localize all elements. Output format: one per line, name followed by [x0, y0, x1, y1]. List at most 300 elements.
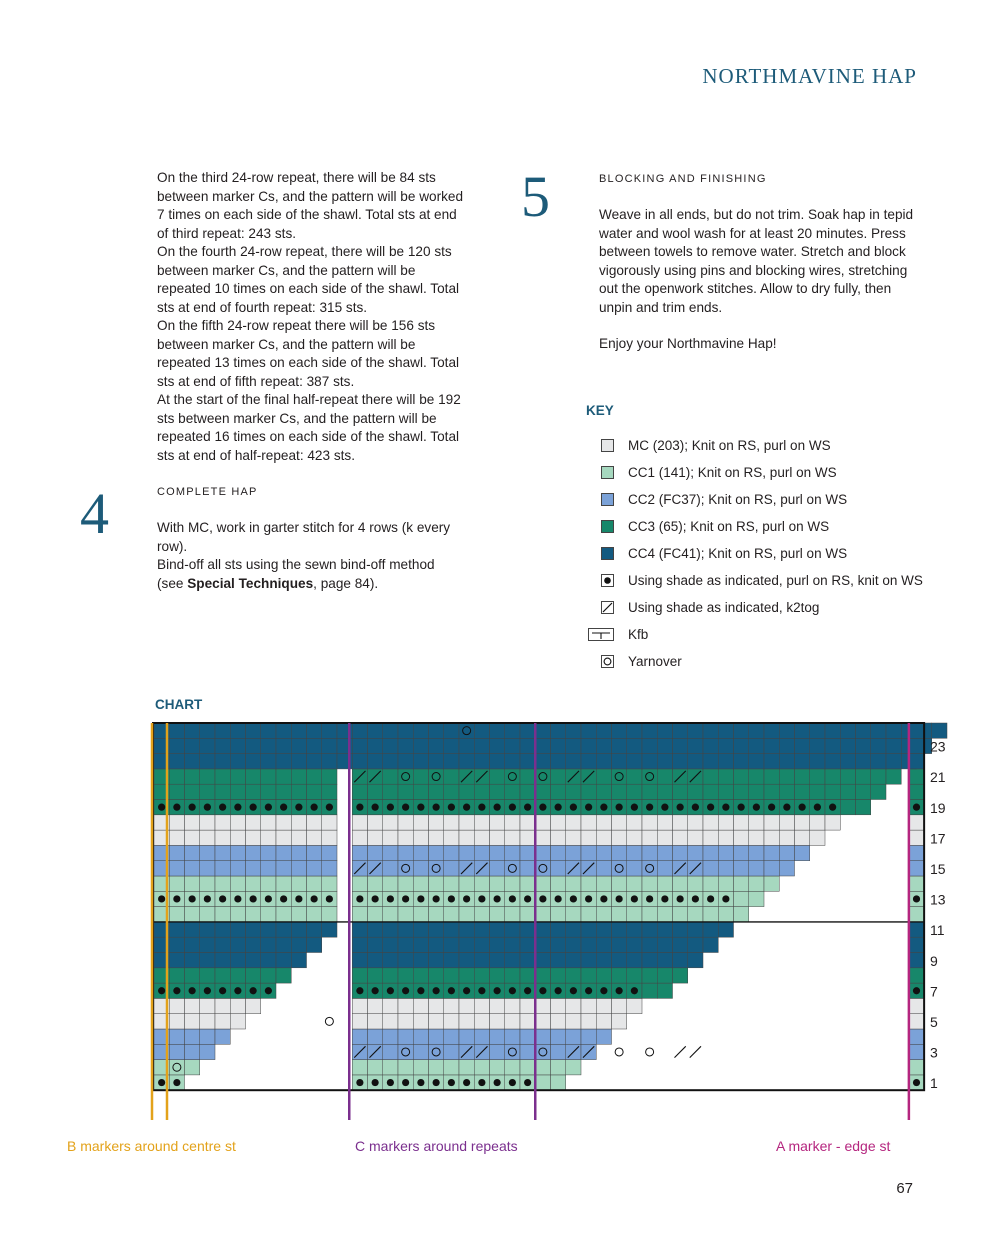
chart-cell — [551, 1044, 566, 1059]
chart-cell — [688, 907, 703, 922]
chart-cell — [581, 784, 596, 799]
step-5-paragraph: Enjoy your Northmavine Hap! — [599, 336, 777, 351]
edge-cell — [909, 1060, 924, 1075]
chart-cell — [413, 876, 428, 891]
chart-cell — [810, 738, 825, 753]
chart-cell — [230, 830, 245, 845]
chart-cell — [276, 937, 291, 952]
chart-cell — [795, 815, 810, 830]
chart-cell — [474, 1060, 489, 1075]
chart-cell — [856, 738, 871, 753]
chart-cell — [840, 723, 855, 738]
chart-cell — [551, 723, 566, 738]
purl-dot — [326, 804, 333, 811]
chart-cell — [474, 845, 489, 860]
purl-dot — [311, 804, 318, 811]
chart-cell — [551, 953, 566, 968]
edge-cell — [909, 754, 924, 769]
chart-cell — [200, 922, 215, 937]
step-4-line: Bind-off all sts using the sewn bind-off method — [157, 557, 435, 572]
chart-cell — [185, 754, 200, 769]
chart-cell — [657, 738, 672, 753]
chart-cell — [734, 738, 749, 753]
chart-cell — [459, 907, 474, 922]
chart-cell — [505, 876, 520, 891]
chart-cell — [307, 754, 322, 769]
chart-cell — [368, 998, 383, 1013]
chart-cell — [825, 769, 840, 784]
chart-cell — [490, 922, 505, 937]
chart-cell — [215, 998, 230, 1013]
purl-dot — [478, 987, 485, 994]
chart-cell — [490, 738, 505, 753]
chart-cell — [215, 738, 230, 753]
chart-cell — [215, 815, 230, 830]
chart-cell — [825, 784, 840, 799]
k2tog-slash — [690, 1046, 701, 1057]
chart-cell — [352, 876, 367, 891]
chart-cell — [322, 784, 337, 799]
chart-cell — [185, 937, 200, 952]
chart-cell — [276, 907, 291, 922]
chart-cell — [398, 861, 413, 876]
chart-cell — [505, 738, 520, 753]
chart-cell — [642, 876, 657, 891]
edge-cell — [909, 845, 924, 860]
chart-cell — [886, 754, 901, 769]
purl-dot — [600, 804, 607, 811]
chart-cell — [596, 738, 611, 753]
chart-cell — [169, 1060, 184, 1075]
chart-cell — [322, 922, 337, 937]
purl-dot — [463, 895, 470, 902]
chart-cell — [520, 937, 535, 952]
legend-b-markers: B markers around centre st — [67, 1138, 236, 1154]
purl-dot — [204, 895, 211, 902]
paragraph: On the third 24-row repeat, there will be 84 sts between marker Cs, and the pattern will be worked 7 times on each side of the shawl. Total sts at end of third repeat: 243 sts. — [157, 170, 464, 241]
chart-cell — [444, 830, 459, 845]
edge-cell — [909, 907, 924, 922]
chart-cell — [627, 754, 642, 769]
k2tog-slash — [675, 1046, 686, 1057]
chart-cell — [459, 784, 474, 799]
chart-cell — [322, 861, 337, 876]
purl-dot — [524, 1079, 531, 1086]
chart-cell — [596, 830, 611, 845]
chart-cell — [352, 1060, 367, 1075]
purl-dot — [555, 987, 562, 994]
chart-cell — [795, 738, 810, 753]
chart-cell — [230, 953, 245, 968]
chart-cell — [520, 1029, 535, 1044]
chart-cell — [200, 738, 215, 753]
chart-cell — [673, 922, 688, 937]
chart-cell — [688, 953, 703, 968]
chart-cell — [520, 1060, 535, 1075]
purl-dot — [616, 987, 623, 994]
chart-cell — [200, 953, 215, 968]
purl-dot — [463, 804, 470, 811]
chart-cell — [612, 937, 627, 952]
chart-cell — [398, 1029, 413, 1044]
chart-cell — [490, 861, 505, 876]
chart-cell — [368, 723, 383, 738]
chart-cell — [444, 1014, 459, 1029]
chart-cell — [490, 845, 505, 860]
edge-cell — [909, 861, 924, 876]
chart-cell — [779, 845, 794, 860]
chart-cell — [505, 815, 520, 830]
chart-cell — [200, 769, 215, 784]
chart-cell — [673, 907, 688, 922]
chart-cell — [490, 1060, 505, 1075]
chart-cell — [535, 998, 550, 1013]
chart-cell — [215, 1014, 230, 1029]
chart-cell — [261, 723, 276, 738]
chart-cell — [795, 830, 810, 845]
chart-cell — [673, 738, 688, 753]
chart-cell — [932, 723, 947, 738]
chart-cell — [322, 830, 337, 845]
chart-cell — [368, 907, 383, 922]
chart-cell — [490, 784, 505, 799]
purl-dot — [555, 804, 562, 811]
chart-cell — [474, 815, 489, 830]
chart-cell — [398, 815, 413, 830]
chart-cell — [307, 876, 322, 891]
chart-cell — [535, 861, 550, 876]
chart-cell — [551, 1029, 566, 1044]
purl-dot — [494, 895, 501, 902]
chart-cell — [215, 830, 230, 845]
chart-cell — [230, 784, 245, 799]
chart-cell — [185, 1014, 200, 1029]
chart-cell — [505, 998, 520, 1013]
chart-cell — [642, 769, 657, 784]
chart-cell — [474, 968, 489, 983]
purl-dot — [234, 895, 241, 902]
chart-cell — [200, 1029, 215, 1044]
purl-dot — [509, 895, 516, 902]
yarnover-circle — [615, 1048, 623, 1056]
chart-cell — [368, 830, 383, 845]
chart-cell — [169, 922, 184, 937]
chart-cell — [779, 723, 794, 738]
chart-cell — [581, 738, 596, 753]
chart-cell — [657, 723, 672, 738]
chart-cell — [612, 998, 627, 1013]
chart-cell — [413, 907, 428, 922]
chart-cell — [398, 723, 413, 738]
chart-cell — [520, 784, 535, 799]
chart-cell — [749, 876, 764, 891]
chart-cell — [276, 922, 291, 937]
purl-dot — [448, 895, 455, 902]
purl-dot — [311, 895, 318, 902]
chart-cell — [291, 738, 306, 753]
chart-cell — [261, 784, 276, 799]
row-number: 19 — [930, 799, 946, 816]
chart-cell — [566, 1060, 581, 1075]
purl-dot — [158, 895, 165, 902]
row-number: 15 — [930, 861, 946, 877]
chart-cell — [261, 861, 276, 876]
page-header-title: NORTHMAVINE HAP — [702, 64, 917, 88]
chart-cell — [764, 769, 779, 784]
chart-cell — [383, 861, 398, 876]
chart-cell — [734, 723, 749, 738]
chart-cell — [749, 738, 764, 753]
chart-cell — [398, 1044, 413, 1059]
chart-cell — [398, 738, 413, 753]
purl-dot — [387, 804, 394, 811]
chart-cell — [444, 738, 459, 753]
chart-cell — [429, 769, 444, 784]
chart-cell — [169, 1044, 184, 1059]
purl-dot — [539, 895, 546, 902]
chart-cell — [169, 953, 184, 968]
chart-cell — [413, 1014, 428, 1029]
chart-cell — [352, 723, 367, 738]
key-item-label: CC4 (FC41); Knit on RS, purl on WS — [628, 545, 848, 561]
purl-dot — [372, 804, 379, 811]
chart-cell — [657, 784, 672, 799]
chart-cell — [368, 1029, 383, 1044]
chart-cell — [551, 907, 566, 922]
chart-cell — [429, 784, 444, 799]
step-5-paragraph: Weave in all ends, but do not trim. Soak hap in tepid water and wool wash for at least 20 minutes. Press between towels to remove water. Stretch and block vigorously using pins and blocking wires, stretching out the openwork stitches. Allow to dry fully, then unpin and trim ends. — [599, 207, 914, 315]
chart-cell — [657, 815, 672, 830]
chart-cell — [368, 784, 383, 799]
chart-cell — [276, 968, 291, 983]
key-item-label: Kfb — [628, 626, 649, 642]
purl-dot — [356, 1079, 363, 1086]
chart-cell — [612, 922, 627, 937]
chart-cell — [642, 845, 657, 860]
chart-cell — [520, 876, 535, 891]
purl-dot — [829, 804, 836, 811]
chart-cell — [795, 845, 810, 860]
chart-cell — [505, 845, 520, 860]
chart-cell — [764, 861, 779, 876]
chart-cell — [398, 1014, 413, 1029]
chart-cell — [474, 953, 489, 968]
chart-cell — [612, 1014, 627, 1029]
chart-cell — [535, 1044, 550, 1059]
chart-cell — [596, 784, 611, 799]
purl-dot — [173, 987, 180, 994]
step-4-heading: COMPLETE HAP — [157, 486, 258, 498]
chart-cell — [215, 876, 230, 891]
chart-cell — [596, 922, 611, 937]
chart-cell — [627, 861, 642, 876]
chart-cell — [444, 1044, 459, 1059]
chart-cell — [413, 968, 428, 983]
chart-cell — [276, 845, 291, 860]
purl-dot — [616, 804, 623, 811]
chart-cell — [169, 861, 184, 876]
chart-cell — [840, 784, 855, 799]
chart-cell — [612, 754, 627, 769]
chart-cell — [612, 830, 627, 845]
chart-cell — [291, 861, 306, 876]
chart-cell — [230, 998, 245, 1013]
chart-cell — [261, 830, 276, 845]
chart-cell — [795, 754, 810, 769]
chart-cell — [185, 830, 200, 845]
chart-cell — [246, 937, 261, 952]
chart-cell — [734, 784, 749, 799]
chart-cell — [429, 738, 444, 753]
chart-cell — [764, 845, 779, 860]
chart-cell — [246, 723, 261, 738]
chart-cell — [734, 754, 749, 769]
purl-dot — [280, 804, 287, 811]
purl-dot — [524, 895, 531, 902]
chart-cell — [535, 723, 550, 738]
purl-dot — [913, 895, 920, 902]
chart-cell — [490, 953, 505, 968]
chart-cell — [368, 922, 383, 937]
chart-cell — [200, 968, 215, 983]
chart-cell — [246, 876, 261, 891]
chart-cell — [322, 845, 337, 860]
purl-dot — [433, 804, 440, 811]
chart-cell — [810, 754, 825, 769]
chart-cell — [459, 998, 474, 1013]
chart-cell — [368, 754, 383, 769]
chart-cell — [459, 953, 474, 968]
purl-dot — [402, 987, 409, 994]
purl-dot — [768, 804, 775, 811]
yarnover-circle — [325, 1017, 333, 1025]
purl-dot — [448, 804, 455, 811]
chart-cell — [413, 738, 428, 753]
chart-cell — [200, 754, 215, 769]
purl-dot — [600, 987, 607, 994]
edge-cell — [909, 723, 924, 738]
chart-cell — [246, 968, 261, 983]
key-item-label: CC1 (141); Knit on RS, purl on WS — [628, 464, 837, 480]
chart-cell — [200, 784, 215, 799]
chart-cell — [413, 845, 428, 860]
chart-cell — [413, 815, 428, 830]
chart-cell — [368, 845, 383, 860]
purl-dot — [265, 987, 272, 994]
chart-cell — [322, 738, 337, 753]
chart-cell — [246, 922, 261, 937]
purl-dot — [402, 804, 409, 811]
chart-cell — [383, 784, 398, 799]
chart-cell — [505, 723, 520, 738]
chart-cell — [566, 830, 581, 845]
chart-cell — [383, 723, 398, 738]
chart-cell — [657, 983, 672, 998]
chart-cell — [230, 968, 245, 983]
purl-dot — [372, 895, 379, 902]
chart-cell — [200, 937, 215, 952]
chart-cell — [398, 922, 413, 937]
chart-cell — [734, 845, 749, 860]
chart-cell — [459, 738, 474, 753]
purl-dot — [417, 804, 424, 811]
chart-cell — [185, 815, 200, 830]
chart-cell — [871, 738, 886, 753]
chart-cell — [825, 738, 840, 753]
chart-cell — [368, 815, 383, 830]
chart-cell — [398, 937, 413, 952]
chart-cell — [185, 968, 200, 983]
chart-cell — [551, 815, 566, 830]
chart-cell — [749, 891, 764, 906]
row-number: 7 — [930, 983, 938, 1000]
chart-cell — [276, 876, 291, 891]
chart-cell — [673, 968, 688, 983]
chart-cell — [413, 723, 428, 738]
chart-cell — [566, 815, 581, 830]
chart-cell — [657, 968, 672, 983]
chart-cell — [505, 784, 520, 799]
chart-cell — [688, 922, 703, 937]
chart-cell — [383, 769, 398, 784]
chart-cell — [673, 754, 688, 769]
chart-cell — [490, 907, 505, 922]
chart-cell — [230, 861, 245, 876]
chart-cell — [718, 723, 733, 738]
chart-cell — [596, 815, 611, 830]
chart-cell — [246, 861, 261, 876]
chart-cell — [246, 907, 261, 922]
chart-cell — [444, 998, 459, 1013]
chart-cell — [718, 876, 733, 891]
purl-dot — [478, 804, 485, 811]
chart-cell — [291, 830, 306, 845]
purl-dot — [387, 895, 394, 902]
chart-cell — [429, 830, 444, 845]
chart-cell — [581, 968, 596, 983]
chart-cell — [444, 876, 459, 891]
chart-cell — [718, 754, 733, 769]
chart-cell — [444, 845, 459, 860]
purl-dot — [631, 987, 638, 994]
purl-dot — [356, 987, 363, 994]
chart-cell — [779, 815, 794, 830]
chart-cell — [551, 998, 566, 1013]
chart-cell — [520, 998, 535, 1013]
chart-cell — [322, 815, 337, 830]
chart-cell — [429, 1044, 444, 1059]
chart-cell — [185, 1029, 200, 1044]
chart-cell — [566, 754, 581, 769]
edge-cell — [909, 784, 924, 799]
chart-cell — [764, 815, 779, 830]
chart-cell — [459, 876, 474, 891]
chart-cell — [535, 830, 550, 845]
chart-cell — [718, 861, 733, 876]
purl-dot — [219, 987, 226, 994]
chart-cell — [840, 800, 855, 815]
chart-cell — [535, 754, 550, 769]
purl-dot — [189, 895, 196, 902]
purl-dot — [219, 895, 226, 902]
chart-cell — [291, 922, 306, 937]
chart-cell — [688, 754, 703, 769]
chart-cell — [627, 922, 642, 937]
purl-dot — [478, 1079, 485, 1086]
chart-cell — [368, 738, 383, 753]
chart-cell — [444, 968, 459, 983]
chart-cell — [642, 754, 657, 769]
